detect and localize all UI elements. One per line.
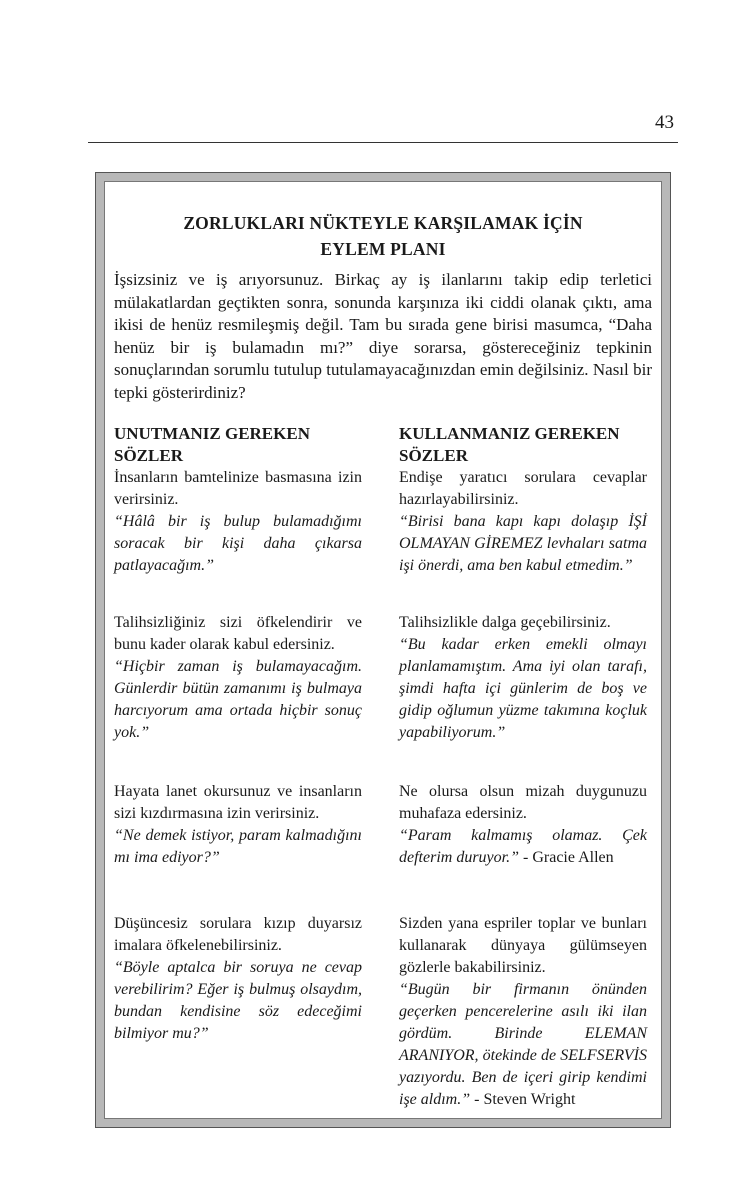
- entry-text: Hayata lanet okursunuz ve insanların sizi kızdırmasına izin verirsiniz.: [114, 783, 362, 822]
- entry-quote-text: “Birisi bana kapı kapı dolaşıp İŞİ OLMAYAN GİREMEZ levhaları satma işi önerdi, ama ben kabul etmedim.”: [399, 513, 647, 574]
- list-item: [114, 913, 362, 1045]
- intro-paragraph: İşsizsiniz ve iş arıyorsunuz. Birkaç ay iş ilanlarını takip edip terletici mülakatlardan geçtikten sonra, sonunda karşınıza iki ciddi olanak çıktı, ama ikisi de henüz resmileşmiş değil. Tam bu sırada gene birisi masumca, “Daha henüz bir iş bulamadın mı?” diye sorarsa, göstereceğiniz tepkinin sonuçlarından sorumlu tutulup tutulamayacağınızdan emin değilsiniz. Nasıl bir tepki gösterirdiniz?: [114, 270, 652, 402]
- entry-quote-text: “Param kalmamış olamaz. Çek defterim duruyor.”: [399, 827, 647, 866]
- entry-quote: [399, 979, 647, 1111]
- list-item: [114, 612, 362, 744]
- column-heading: [399, 423, 647, 467]
- column-forget: [114, 423, 362, 1042]
- entry-attribution: - Steven Wright: [470, 1091, 576, 1108]
- entry-quote: “Hiçbir zaman iş bulamayacağım. Günlerdir bütün zamanımı iş bulmaya harcıyorum ama ortada hiçbir sonuç yok.”: [114, 658, 362, 741]
- page-number: 43: [655, 112, 674, 133]
- entry-text: Talihsizliğiniz sizi öfkelendirir ve bunu kader olarak kabul edersiniz.: [114, 614, 362, 653]
- entry-text: Sizden yana espriler toplar ve bunları kullanarak dünyaya gülümseyen gözlerle bakabilirsiniz.: [399, 915, 647, 976]
- entry-text: Endişe yaratıcı sorulara cevaplar hazırlayabilirsiniz.: [399, 469, 647, 508]
- entry-quote: [399, 511, 647, 577]
- entry-text: İnsanların bamtelinize basmasına izin verirsiniz.: [114, 469, 362, 508]
- list-item: [114, 467, 362, 577]
- list-item: [114, 781, 362, 869]
- header-rule: [88, 142, 678, 143]
- entry-quote: “Ne demek istiyor, param kalmadığını mı ima ediyor?”: [114, 827, 362, 866]
- entry-quote: [399, 634, 647, 744]
- column-heading-line-1: UNUTMANIZ GEREKEN: [114, 424, 310, 443]
- entry-quote: “Böyle aptalca bir soruya ne cevap verebilirim? Eğer iş bulmuş olsaydım, bundan kendisine söz edeceğimi bilmiyor mu?”: [114, 959, 362, 1042]
- column-heading-line-2: SÖZLER: [399, 446, 468, 465]
- entry-quote: “Hâlâ bir iş bulup bulamadığımı soracak bir kişi daha çıkarsa patlayacağım.”: [114, 513, 362, 574]
- entry-attribution: - Gracie Allen: [519, 849, 614, 866]
- list-item: [399, 612, 647, 744]
- box-title-line-1: ZORLUKLARI NÜKTEYLE KARŞILAMAK İÇİN: [183, 213, 583, 233]
- entry-quote-text: “Bu kadar erken emekli olmayı planlamamıştım. Ama iyi olan tarafı, şimdi hafta içi günlerim de boş ve gidip oğlumun yüzme takımına koçluk yapabiliyorum.”: [399, 636, 647, 741]
- box-title: [114, 210, 652, 262]
- column-use: [399, 423, 647, 1108]
- column-heading: [114, 423, 362, 467]
- list-item: [399, 467, 647, 577]
- list-item: [399, 913, 647, 1111]
- entry-text: Düşüncesiz sorulara kızıp duyarsız imalara öfkelenebilirsiniz.: [114, 915, 362, 954]
- entry-text: Talihsizlikle dalga geçebilirsiniz.: [399, 614, 611, 631]
- list-item: [399, 781, 647, 869]
- box-title-line-2: EYLEM PLANI: [320, 239, 446, 259]
- entry-quote: [399, 825, 647, 869]
- entry-quote-text: “Bugün bir firmanın önünden geçerken pencerelerine asılı iki ilan gördüm. Birinde ELEMAN ARANIYOR, ötekinde de SELFSERVİS yazıyordu. Ben de içeri girip kendimi işe aldım.”: [399, 981, 647, 1108]
- column-heading-line-1: KULLANMANIZ GEREKEN: [399, 424, 620, 443]
- action-plan-box: [95, 172, 671, 1128]
- column-heading-line-2: SÖZLER: [114, 446, 183, 465]
- entry-text: Ne olursa olsun mizah duygunuzu muhafaza edersiniz.: [399, 783, 647, 822]
